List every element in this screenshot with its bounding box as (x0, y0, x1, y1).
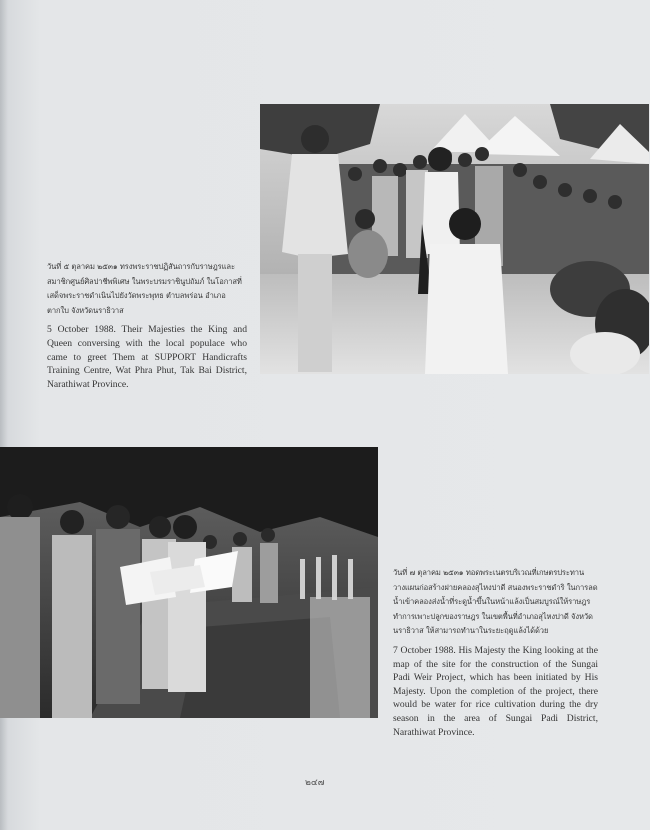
caption-1-thai: วันที่ ๕ ตุลาคม ๒๕๓๑ ทรงพระราชปฏิสันถารกับราษฎรและสมาชิกศูนย์ศิลปาชีพพิเศษ ในพระบรมราชินูปถัมภ์ ในโอกาสที่เสด็จพระราชดำเนินไปยังวัดพระพุทธ ตำบลพร่อน อำเภอตากใบ จังหวัดนราธิวาส (47, 262, 242, 315)
page-number: ๒๔๗ (305, 778, 325, 788)
photo-royal-visit-support-centre (260, 104, 649, 374)
photo-1-image (260, 104, 649, 374)
caption-2-english: 7 October 1988. His Majesty the King looking at the map of the site for the construction of the Sungai Padi Weir Project, which has been initiated by His Majesty. Upon the completion of the project, there would be water for rice cultivation during the dry season in the area of Sungai Padi District, Narathiwat Province. (393, 644, 598, 738)
caption-2-thai: วันที่ ๗ ตุลาคม ๒๕๓๑ ทอดพระเนตรบริเวณที่เกษตรประทานวางแผนก่อสร้างฝายคลองสุไหงปาดี สนองพระราชดำริ ในการลดน้ำเข้าคลองส่งน้ำที่ระดูน้ำขึ้นในหน้าแล้งเป็นสมบูรณ์ให้ราษฎรทำการเพาะปลูกของราษฎร ในเขตพื้นที่อำเภอสุไหงปาดี จังหวัดนราธิวาส ให้สามารถทำนาในระยะฤดูแล้งได้ด้วย (393, 568, 598, 636)
photo-sungai-padi-weir-inspection (0, 447, 378, 718)
photo-2-image (0, 447, 378, 718)
caption-photo-2 (393, 566, 598, 739)
caption-photo-1 (47, 260, 247, 391)
caption-1-english: 5 October 1988. Their Majesties the King and Queen conversing with the local populace who came to greet Them at SUPPORT Handicrafts Training Centre, Wat Phra Phut, Tak Bai District, Narathiwat Province. (47, 324, 247, 390)
